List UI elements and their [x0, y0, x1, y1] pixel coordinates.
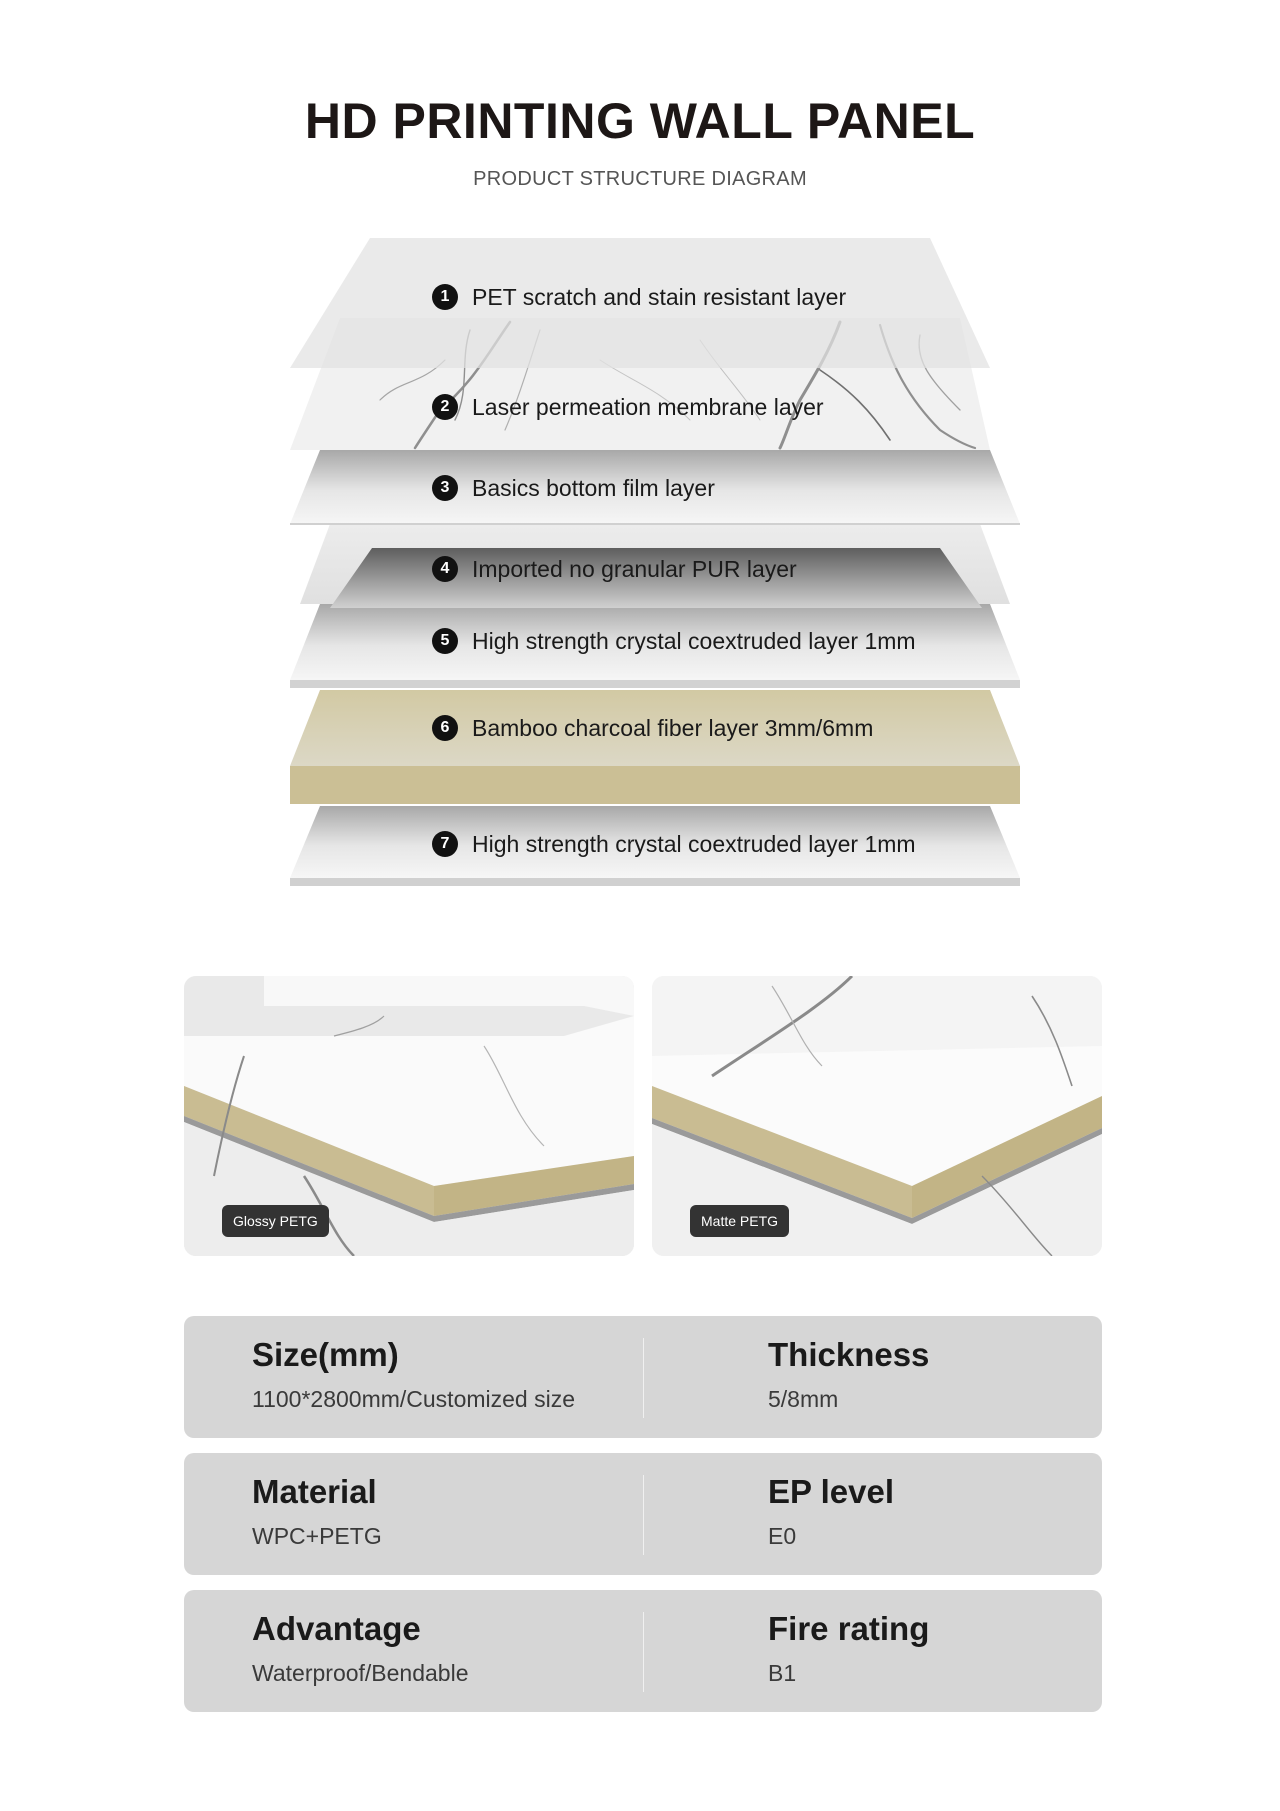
spec-row-size-thickness — [184, 1316, 1102, 1438]
spec-material-label: Material — [252, 1473, 377, 1510]
spec-size-value: 1100*2800mm/Customized size — [252, 1386, 576, 1412]
spec-ep-level — [768, 1473, 894, 1550]
sample-glossy-photo — [184, 976, 634, 1256]
layer-5-edge — [290, 680, 1020, 688]
spec-material — [252, 1473, 382, 1550]
layer-3-number: 3 — [432, 475, 458, 501]
layer-6-number: 6 — [432, 715, 458, 741]
page-subtitle: PRODUCT STRUCTURE DIAGRAM — [473, 168, 807, 190]
spec-thickness-label: Thickness — [768, 1336, 930, 1373]
layer-6-text: Bamboo charcoal fiber layer 3mm/6mm — [472, 714, 874, 741]
layer-4-text: Imported no granular PUR layer — [472, 555, 797, 582]
layer-7-number: 7 — [432, 831, 458, 857]
layer-1-label — [432, 282, 846, 312]
spec-material-value: WPC+PETG — [252, 1523, 382, 1549]
layer-3-text: Basics bottom film layer — [472, 474, 715, 501]
spec-divider — [643, 1612, 644, 1692]
spec-ep-level-value: E0 — [768, 1523, 797, 1549]
spec-size — [252, 1336, 575, 1413]
spec-advantage — [252, 1610, 469, 1687]
spec-size-label: Size(mm) — [252, 1336, 399, 1373]
spec-divider — [643, 1475, 644, 1555]
sample-matte-badge: Matte PETG — [690, 1205, 789, 1237]
layer-3-edge — [290, 523, 1020, 525]
page-title: HD PRINTING WALL PANEL — [304, 93, 976, 149]
spec-fire-rating — [768, 1610, 929, 1687]
layer-4-number: 4 — [432, 556, 458, 582]
spec-row-material-ep — [184, 1453, 1102, 1575]
layer-5-text: High strength crystal coextruded layer 1mm — [472, 627, 916, 654]
spec-advantage-label: Advantage — [252, 1610, 421, 1647]
layer-7-edge — [290, 878, 1020, 886]
layer-6-label — [432, 713, 873, 743]
layer-1-number: 1 — [432, 284, 458, 310]
layer-2-number: 2 — [432, 394, 458, 420]
spec-divider — [643, 1338, 644, 1418]
layer-7-text: High strength crystal coextruded layer 1mm — [472, 830, 916, 857]
layer-5-number: 5 — [432, 628, 458, 654]
layer-2-label — [432, 392, 824, 422]
sample-glossy-badge: Glossy PETG — [222, 1205, 329, 1237]
spec-advantage-value: Waterproof/Bendable — [252, 1660, 469, 1686]
spec-thickness-value: 5/8mm — [768, 1386, 839, 1412]
layer-3-label — [432, 473, 715, 503]
spec-fire-rating-label: Fire rating — [768, 1610, 930, 1647]
layer-6-edge — [290, 766, 1020, 804]
layer-7-label — [432, 829, 916, 859]
layer-1-text: PET scratch and stain resistant layer — [472, 283, 847, 310]
layer-5-label — [432, 626, 916, 656]
spec-row-advantage-fire — [184, 1590, 1102, 1712]
layer-4-label — [432, 554, 797, 584]
spec-thickness — [768, 1336, 929, 1413]
layer-2-text: Laser permeation membrane layer — [472, 393, 824, 420]
sample-matte-photo — [652, 976, 1102, 1256]
spec-fire-rating-value: B1 — [768, 1660, 797, 1686]
spec-ep-level-label: EP level — [768, 1473, 894, 1510]
